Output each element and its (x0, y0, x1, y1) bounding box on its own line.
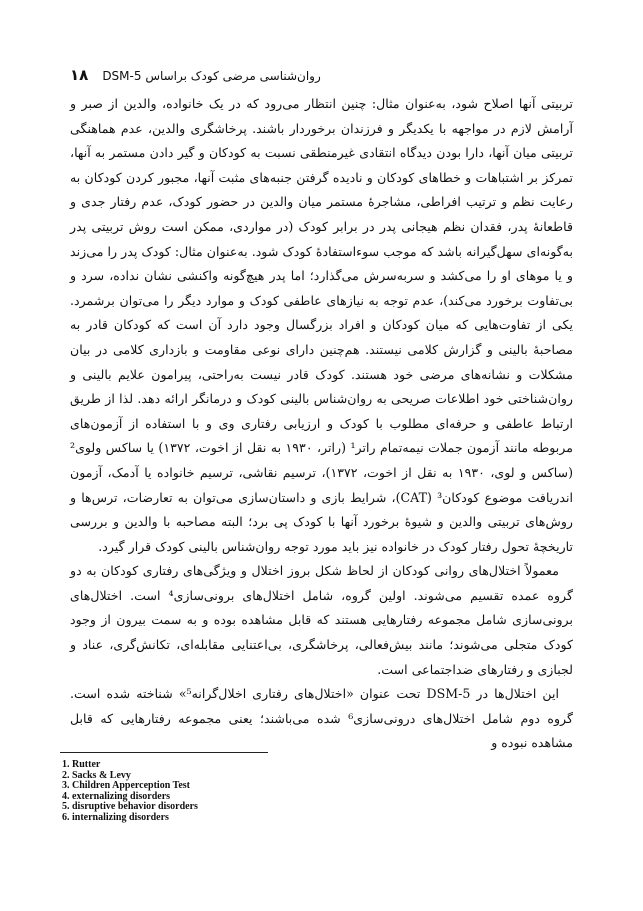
running-title: روان‌شناسی مرضی کودک براساس DSM-5 (102, 69, 321, 83)
paragraph: معمولاً اختلال‌های روانی کودکان از لحاظ شکل بروز اختلال و ویژگی‌های رفتاری کودکان به دو گروه عمده تقسیم می‌شوند. اولین گروه، شامل اختلال‌های برونی‌سازی⁴ است. اختلال‌های برونی‌سازی شامل مجموعه رفتارهایی هستند که قابل مشاهده بوده و به سمت بیرون از وجود کودک متجلی می‌شوند؛ مانند بیش‌فعالی، پرخاشگری، بی‌اعتنایی مقابله‌ای، تکانش‌گری، عناد و لجبازی و رفتارهای ضداجتماعی است. (70, 563, 573, 677)
footnotes (62, 760, 382, 824)
page-header (70, 66, 573, 84)
footnote: 4. externalizing disorders (62, 790, 171, 802)
footnote-divider (60, 752, 268, 753)
paragraph: تربیتی آنها اصلاح شود، به‌عنوان مثال: چنین انتظار می‌رود که در یک خانواده، والدین از صبر و آرامش لازم در مواجهه با یکدیگر و فرزندان برخوردار باشند. پرخاشگری والدین، عدم هماهنگی تربیتی میان آنها، دارا بودن دیدگاه انتقادی غیرمنطقی نسبت به کودکان و گیر دادن مستمر به آنها، تمرکز بر اشتباهات و خطاهای کودکان و نادیده گرفتن جنبه‌های مثبت آنها، مجبور کردن کودکان به رعایت نظم و ترتیب افراطی، مشاجرهٔ مستمر میان والدین در حضور کودک، عدم رفتار جدی و قاطعانهٔ پدر، فقدان نظم هیجانی پدر در برابر کودک (در مواردی، ممکن است روش تربیتی پدر به‌گونه‌ای سهل‌گیرانه باشد که موجب سوءاستفادهٔ کودک شود. به‌عنوان مثال: کودک پدر را می‌زند و یا موهای او را می‌کشد و سربه‌سرش می‌گذارد؛ اما پدر هیچ‌گونه واکنشی نشان نداده، سرد و بی‌تفاوت برخورد می‌کند)، عدم توجه به نیازهای عاطفی کودک و موارد دیگر را می‌توان برشمرد. یکی از تفاوت‌هایی که میان کودکان و افراد بزرگسال وجود دارد آن است که کودکان قادر به مصاحبهٔ بالینی و گزارش کلامی نیستند. هم‌چنین دارای نوعی مقاومت و بازداری کلامی در بیان مشکلات و نشانه‌های مرضی خود هستند. کودک قادر نیست به‌راحتی، پیرامون علایم بالینی و روان‌شناختی خود اطلاعات صریحی به روان‌شناس بالینی کودک و درمانگر ارائه دهد. لذا از طریق ارتباط عاطفی و حرفه‌ای مطلوب با کودک و ارزیابی رفتاری وی و با استفاده از آزمون‌های مربوطه مانند آزمون جملات نیمه‌تمام راتر¹ (راتر، ۱۹۳۰ به نقل از اخوت، ۱۳۷۲) یا ساکس ولوی² (ساکس و لوی، ۱۹۳۰ به نقل از اخوت، ۱۳۷۲)، ترسیم نقاشی، ترسیم خانواده یا آدمک، آزمون اندریافت موضوع کودکان³ (CAT)، شرایط بازی و داستان‌سازی می‌توان به تعارضات، ترس‌ها و روش‌های تربیتی والدین و شیوهٔ برخورد آنها با کودک پی برد؛ البته مصاحبه با والدین و بررسی تاریخچهٔ تحول رفتار کودک در خانواده نیز باید مورد توجه روان‌شناس بالینی کودک قرار گیرد. (70, 96, 574, 554)
body-text (70, 92, 573, 756)
page-number: ۱۸ (70, 66, 89, 84)
paragraph: این اختلال‌ها در DSM-5 تحت عنوان «اختلال‌های رفتاری اخلال‌گرانه⁵» شناخته شده است. گروه دوم شامل اختلال‌های درونی‌سازی⁶ شده می‌باشند؛ یعنی مجموعه رفتارهایی که قابل مشاهده نبوده و (70, 686, 573, 751)
footnote: 6. internalizing disorders (62, 811, 169, 823)
footnote: 1. Rutter (62, 759, 101, 770)
footnote: 2. Sacks & Levy (62, 769, 131, 781)
footnote: 3. Children Apperception Test (62, 780, 190, 792)
footnote: 5. disruptive behavior disorders (62, 801, 198, 813)
